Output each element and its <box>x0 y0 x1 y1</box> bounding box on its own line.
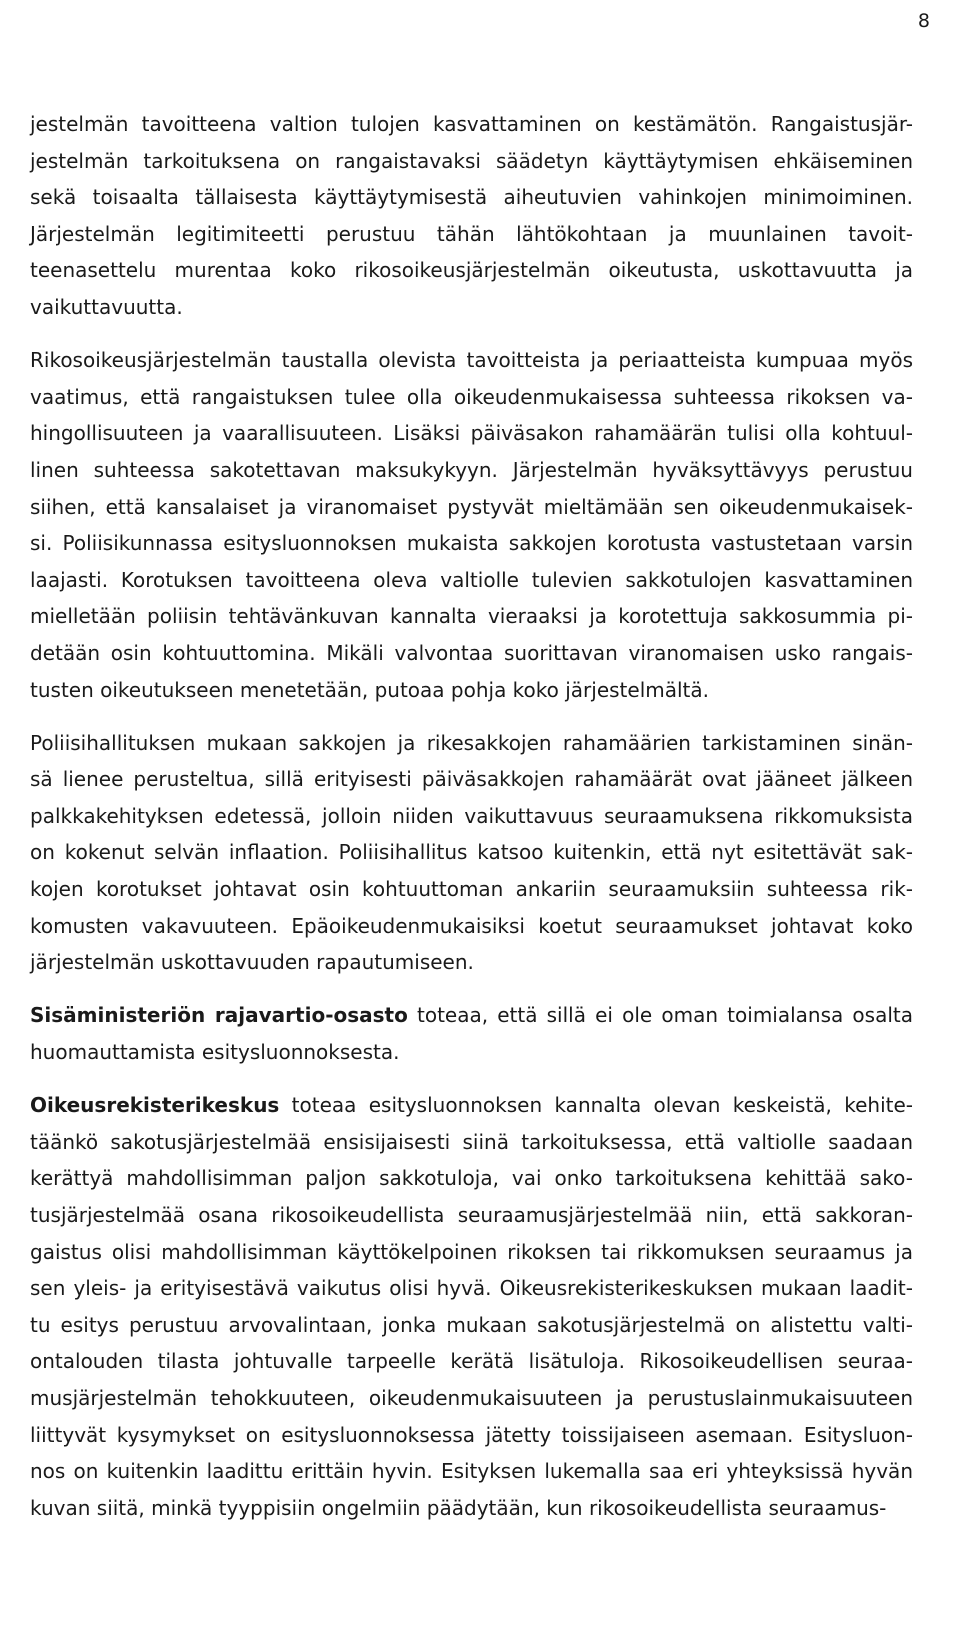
text-line <box>30 143 913 180</box>
text-line <box>30 415 913 452</box>
line-text: palkkakehityksen edetessä, jolloin niiden vaikuttavuus seuraamuksena rikkomuksista <box>30 803 913 828</box>
page-number: 8 <box>917 10 930 32</box>
text-line <box>30 452 913 489</box>
line-text: musjärjestelmän tehokkuuteen, oikeudenmukaisuuteen ja perustuslainmukaisuuteen <box>30 1385 913 1410</box>
line-text: mielletään poliisin tehtävänkuvan kannalta vieraaksi ja korotettuja sakkosummia pi- <box>30 604 913 629</box>
text-line <box>30 725 913 762</box>
text-line <box>30 1197 913 1234</box>
paragraph-gap <box>30 326 913 343</box>
text-line <box>30 834 913 871</box>
line-text: gaistus olisi mahdollisimman käyttökelpoinen rikoksen tai rikkomuksen seuraamus ja <box>30 1239 913 1264</box>
text-line <box>30 997 913 1034</box>
text-line <box>30 106 913 143</box>
text-line <box>30 1343 913 1380</box>
line-text: liittyvät kysymykset on esitysluonnoksessa jätetty toissijaiseen asemaan. Esitysluon- <box>30 1422 913 1447</box>
text-line <box>30 525 913 562</box>
text-line <box>30 761 913 798</box>
line-text: nos on kuitenkin laadittu erittäin hyvin. Esityksen lukemalla saa eri yhteyksissä hyvän <box>30 1459 913 1484</box>
line-text: laajasti. Korotuksen tavoitteena oleva valtiolle tulevien sakkotulojen kasvattaminen <box>30 567 913 592</box>
line-text: Rikosoikeusjärjestelmän taustalla olevista tavoitteista ja periaatteista kumpuaa myös <box>30 348 913 373</box>
line-text: tusten oikeutukseen menetetään, putoaa pohja koko järjestelmältä. <box>30 677 710 702</box>
paragraph-gap <box>30 1071 913 1088</box>
line-text: sen yleis- ja erityisestävä vaikutus olisi hyvä. Oikeusrekisterikeskuksen mukaan laadit- <box>30 1276 913 1301</box>
text-line <box>30 1124 913 1161</box>
line-text: on kokenut selvän inflaation. Poliisihallitus katsoo kuitenkin, että nyt esitettävät sak- <box>30 840 913 865</box>
paragraph-gap <box>30 981 913 998</box>
text-line <box>30 1417 913 1454</box>
text-line <box>30 489 913 526</box>
line-text: kojen korotukset johtavat osin kohtuuttoman ankariin seuraamuksiin suhteessa rik- <box>30 877 913 902</box>
line-text: toteaa, että sillä ei ole oman toimialansa osalta <box>407 1003 913 1028</box>
text-line <box>30 252 913 289</box>
text-line <box>30 562 913 599</box>
line-text: siihen, että kansalaiset ja viranomaiset pystyvät mieltämään sen oikeudenmukaisek- <box>30 494 913 519</box>
line-text: linen suhteessa sakotettavan maksukykyyn. Järjestelmän hyväksyttävyys perustuu <box>30 457 913 482</box>
bold-organization-name: Sisäministeriön rajavartio-osasto <box>30 1003 408 1028</box>
line-text: sekä toisaalta tällaisesta käyttäytymisestä aiheutuvien vahinkojen minimoiminen. <box>30 185 913 210</box>
line-text: tusjärjestelmää osana rikosoikeudellista seuraamusjärjestelmää niin, että sakkoran- <box>30 1203 913 1227</box>
line-text: Järjestelmän legitimiteetti perustuu tähän lähtökohtaan ja muunlainen tavoit- <box>30 221 913 246</box>
text-line <box>30 598 913 635</box>
text-line <box>30 1453 913 1490</box>
line-text: ontalouden tilasta johtuvalle tarpeelle kerätä lisätuloja. Rikosoikeudellisen seuraa- <box>30 1349 913 1374</box>
paragraph <box>30 106 913 326</box>
text-line <box>30 379 913 416</box>
text-line <box>30 798 913 835</box>
line-text: komusten vakavuuteen. Epäoikeudenmukaisiksi koetut seuraamukset johtavat koko <box>30 913 913 938</box>
paragraph <box>30 725 913 981</box>
text-line <box>30 289 913 326</box>
line-text: si. Poliisikunnassa esitysluonnoksen mukaista sakkojen korotusta vastustetaan varsin <box>30 531 913 556</box>
line-text: täänkö sakotusjärjestelmää ensisijaisesti siinä tarkoituksessa, että valtiolle saadaan <box>30 1129 913 1154</box>
line-text: vaikuttavuutta. <box>30 294 183 319</box>
line-text: sä lienee perusteltua, sillä erityisesti päiväsakkojen rahamäärät ovat jääneet jälkeen <box>30 767 913 792</box>
line-text: kuvan siitä, minkä tyyppisiin ongelmiin päädytään, kun rikosoikeudellista seuraamus- <box>30 1495 887 1520</box>
line-text: hingollisuuteen ja vaarallisuuteen. Lisäksi päiväsakon rahamäärän tulisi olla kohtuul- <box>30 421 913 446</box>
line-text: järjestelmän uskottavuuden rapautumiseen. <box>30 950 474 975</box>
text-line <box>30 1307 913 1344</box>
text-line <box>30 908 913 945</box>
text-line <box>30 635 913 672</box>
line-text: tu esitys perustuu arvovalintaan, jonka mukaan sakotusjärjestelmä on alistettu valti- <box>30 1312 913 1337</box>
text-line <box>30 1160 913 1197</box>
text-line <box>30 871 913 908</box>
line-text: Poliisihallituksen mukaan sakkojen ja rikesakkojen rahamäärien tarkistaminen sinän- <box>30 730 913 755</box>
text-line <box>30 1234 913 1271</box>
text-line <box>30 1490 913 1527</box>
text-line <box>30 672 913 709</box>
paragraph <box>30 997 913 1070</box>
text-line <box>30 1380 913 1417</box>
line-text: vaatimus, että rangaistuksen tulee olla oikeudenmukaisessa suhteessa rikoksen va- <box>30 384 913 409</box>
paragraph <box>30 1087 913 1526</box>
line-text: huomauttamista esitysluonnoksesta. <box>30 1040 400 1065</box>
text-line <box>30 216 913 253</box>
line-text: jestelmän tavoitteena valtion tulojen kasvattaminen on kestämätön. Rangaistusjär- <box>30 112 913 136</box>
line-text: jestelmän tarkoituksena on rangaistavaksi säädetyn käyttäytymisen ehkäiseminen <box>30 148 913 173</box>
bold-organization-name: Oikeusrekisterikeskus <box>30 1093 280 1118</box>
text-line <box>30 179 913 216</box>
line-text: kerättyä mahdollisimman paljon sakkotuloja, vai onko tarkoituksena kehittää sako- <box>30 1166 913 1191</box>
paragraph <box>30 342 913 708</box>
text-line <box>30 342 913 379</box>
text-line <box>30 1270 913 1307</box>
text-line <box>30 1034 913 1071</box>
line-text: teenasettelu murentaa koko rikosoikeusjärjestelmän oikeutusta, uskottavuutta ja <box>30 258 913 283</box>
text-line <box>30 1087 913 1124</box>
document-body <box>30 106 913 1526</box>
line-text: detään osin kohtuuttomina. Mikäli valvontaa suorittavan viranomaisen usko rangais- <box>30 640 913 665</box>
paragraph-gap <box>30 708 913 725</box>
line-text: toteaa esitysluonnoksen kannalta olevan keskeistä, kehite- <box>279 1093 913 1118</box>
text-line <box>30 944 913 981</box>
